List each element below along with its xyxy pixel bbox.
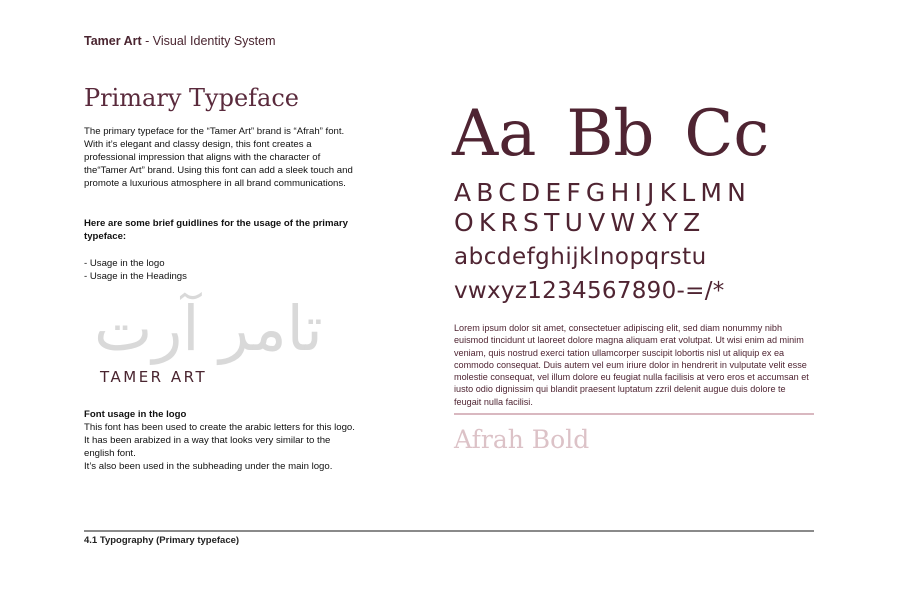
page-footer: 4.1 Typography (Primary typeface) (84, 535, 240, 546)
section-divider (454, 413, 814, 415)
footer-divider (84, 530, 814, 532)
specimen-digits: vwxyz1234567890-=/* (454, 278, 725, 304)
font-usage-section (84, 408, 359, 473)
sample-paragraph: Lorem ipsum dolor sit amet, consectetuer adipiscing elit, sed diam nonummy nibh euismod tincidunt ut laoreet dolore magna aliquam erat volutpat. Ut wisi enim ad minim veniam, quis nostrud exerci tation ullamcorper suscipit lobortis nisl ut aliquip ex ea commodo consequat. Duis autem vel eum iriure dolor in hendrerit in vulputate velit esse molestie consequat, vel illum dolore eu feugiat nulla facilisis at vero eros et accumsan et iusto odio dignissim qui blandit praesent luptatum zzril delenit augue duis dolore te feugait nulla facilisi. (454, 323, 809, 407)
list-item: - Usage in the Headings (84, 271, 187, 283)
specimen-uppercase-1: ABCDEFGHIJKLMN (454, 178, 752, 207)
page-title: Primary Typeface (84, 84, 299, 112)
header-brand: Tamer Art (84, 34, 142, 48)
logo-arabic-text: تامر آرت (94, 292, 323, 365)
brand-logo (94, 292, 364, 393)
specimen-pair: Aa (452, 97, 537, 171)
list-item: - Usage in the logo (84, 258, 165, 269)
logo-english-text: TAMER ART (100, 368, 208, 386)
guidelines-intro: Here are some brief guidlines for the usage of the primary typeface: (84, 218, 348, 243)
header-subtitle: - Visual Identity System (141, 34, 276, 48)
intro-paragraph: The primary typeface for the “Tamer Art” brand is “Afrah” font. With it’s elegant and classy design, this font creates a professional impression that aligns with the character of the“Tamer Art” brand. Using this font can add a sleek touch and promote a luxurious atmosphere in all brand communications. (84, 126, 353, 190)
font-usage-heading: Font usage in the logo (84, 409, 187, 420)
font-usage-line: This font has been used to create the arabic letters for this logo. It has been arabized in a way that looks very similar to the english font. (84, 422, 355, 460)
font-name-label: Afrah Bold (454, 425, 590, 454)
specimen-pair: Bb (566, 97, 655, 171)
font-usage-line: It’s also been used in the subheading under the main logo. (84, 461, 333, 473)
specimen-uppercase-2: OKRSTUVWXYZ (454, 208, 706, 237)
document-header (84, 34, 276, 48)
usage-list (84, 257, 187, 283)
specimen-lowercase: abcdefghijklnopqrstu (454, 244, 707, 270)
specimen-pair: Cc (684, 97, 770, 171)
specimen-pairs (452, 97, 799, 171)
